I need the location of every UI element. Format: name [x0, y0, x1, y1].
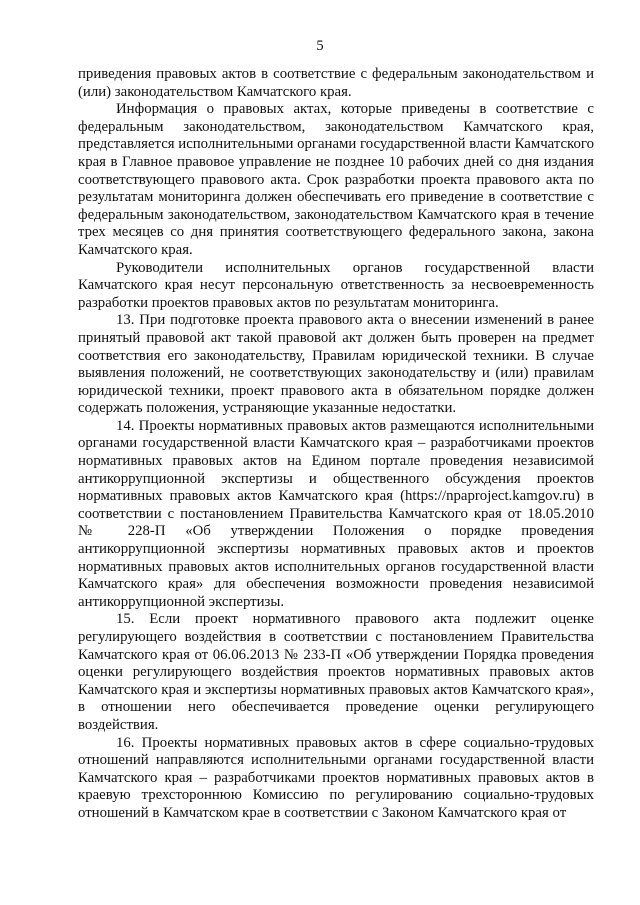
paragraph-item-15: 15. Если проект нормативного правового акта подлежит оценке регулирующего воздействия в соответствии с постановлением Правительства Камчатского края от 06.06.2013 № 233-П «Об утверждении Порядка проведения оценки регулирующего воздействия проектов нормативных правовых актов Камчатского края и экспертизы нормативных правовых актов Камчатского края», в отношении него обеспечивается проведение оценки регулирующего воздействия.	[78, 611, 594, 733]
paragraph-continuation: приведения правовых актов в соответствие с федеральным законодательством и (или) законодательством Камчатского края.	[78, 66, 594, 100]
paragraph-responsibility: Руководители исполнительных органов государственной власти Камчатского края несут персональную ответственность за несвоевременность разработки проектов правовых актов по результатам мониторинга.	[78, 259, 594, 311]
paragraph-information-acts: Информация о правовых актах, которые приведены в соответствие с федеральным законодательством, законодательством Камчатского края, представляется исполнительными органами государственной власти Камчатского края в Главное правовое управление не позднее 10 рабочих дней со дня издания соответствующего правового акта. Срок разработки проекта правового акта по результатам мониторинга должен обеспечивать его приведение в соответствие с федеральным законодательством, законодательством Камчатского края в течение трех месяцев со дня принятия соответствующего федерального закона, закона Камчатского края.	[78, 101, 594, 258]
paragraph-item-16: 16. Проекты нормативных правовых актов в сфере социально-трудовых отношений направляются исполнительными органами государственной власти Камчатского края – разработчиками проектов нормативных правовых актов в краевую трехстороннюю Комиссию по регулированию социально-трудовых отношений в Камчатском крае в соответствии с Законом Камчатского края от	[78, 734, 594, 821]
paragraph-item-13: 13. При подготовке проекта правового акта о внесении изменений в ранее принятый правовой акт такой правовой акт должен быть проверен на предмет соответствия его законодательству, Правилам юридической техники. В случае выявления положений, не соответствующих законодательству и (или) правилам юридической техники, проект правового акта в обязательном порядке должен содержать положения, устраняющие указанные недостатки.	[78, 312, 594, 417]
page-number: 5	[316, 38, 324, 54]
document-body	[78, 66, 594, 823]
paragraph-item-14: 14. Проекты нормативных правовых актов размещаются исполнительными органами государственной власти Камчатского края – разработчиками проектов нормативных правовых актов на Едином портале проведения независимой антикоррупционной экспертизы и общественного обсуждения проектов нормативных правовых актов Камчатского края (https://npaproject.kamgov.ru) в соответствии с постановлением Правительства Камчатского края от 18.05.2010 № 228-П «Об утверждении Положения о порядке проведения антикоррупционной экспертизы нормативных правовых актов и проектов нормативных правовых актов исполнительных органов государственной власти Камчатского края» для обеспечения возможности проведения независимой антикоррупционной экспертизы.	[78, 417, 594, 610]
